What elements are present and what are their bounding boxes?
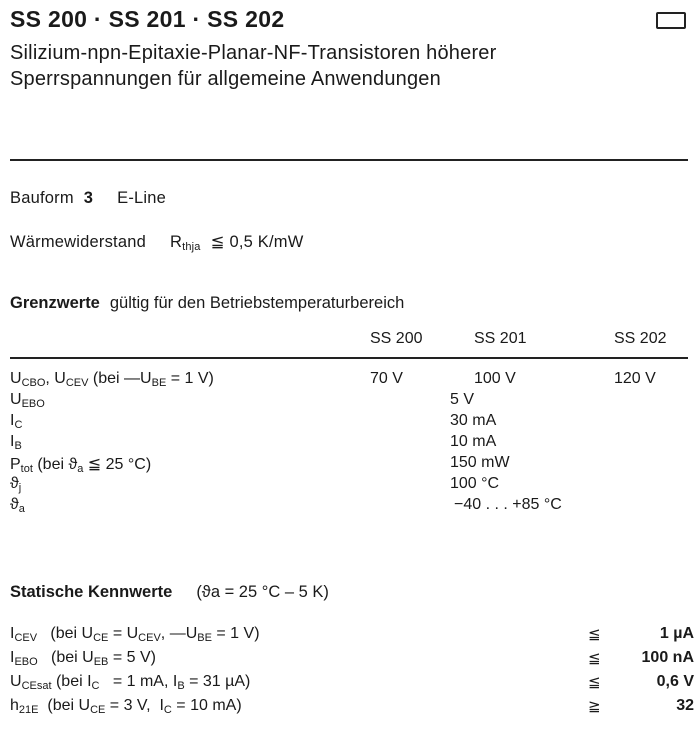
thermal-value: ≦ 0,5 K/mW <box>210 233 304 251</box>
table-row <box>10 697 694 721</box>
limit-parameter-label: $P_{tot}$ (bei $ϑ_a$ ≦ 25 °C) <box>10 456 152 475</box>
limits-heading-note: gültig für den Betriebstemperaturbereich <box>109 294 405 312</box>
table-row <box>10 433 688 454</box>
bauform-value: 3 <box>83 189 94 207</box>
static-parameter-label: $I_{EBO}$ (bei $U_{EB} = 5$ V) <box>10 649 156 668</box>
rectangle-package-icon <box>656 12 686 29</box>
title-row <box>10 6 690 33</box>
static-parameter-label: $h_{21E}$ (bei $U_{CE} = 3$ V, $I_C = 10$ mA) <box>10 697 242 716</box>
thermal-resistance-line <box>10 232 303 252</box>
limit-parameter-label: $ϑ_j$ <box>10 475 22 494</box>
table-row <box>10 475 688 496</box>
column-header-ss200: SS 200 <box>370 330 423 347</box>
limit-parameter-label: $I_C$ <box>10 412 23 431</box>
comparison-symbol: ≧ <box>588 698 601 715</box>
static-characteristics-table <box>10 625 694 721</box>
table-row <box>10 673 694 697</box>
table-row <box>10 412 688 433</box>
limit-value-ss202: 120 V <box>614 370 656 387</box>
page-title: SS 200 · SS 201 · SS 202 <box>10 6 285 32</box>
limit-value-common: 150 mW <box>450 454 510 471</box>
comparison-symbol: ≦ <box>588 626 601 643</box>
column-header-ss201: SS 201 <box>474 330 527 347</box>
table-row <box>10 454 688 475</box>
table-divider <box>10 357 688 359</box>
table-row <box>10 370 688 391</box>
static-value: 0,6 V <box>656 673 694 690</box>
thermal-symbol: $R_{thja}$ <box>169 233 201 253</box>
header-divider <box>10 159 688 161</box>
static-heading: Statische Kennwerte <box>10 583 173 601</box>
limit-parameter-label: $I_B$ <box>10 433 22 452</box>
limits-table <box>10 370 688 517</box>
bauform-note: E-Line <box>117 189 167 207</box>
limit-parameter-label: $U_{CBO}$, $U_{CEV}$ (bei $—U_{BE} = 1$ V) <box>10 370 214 389</box>
comparison-symbol: ≦ <box>588 674 601 691</box>
bauform-label: Bauform <box>10 189 74 207</box>
column-header-ss202: SS 202 <box>614 330 667 347</box>
limit-value-ss200: 70 V <box>370 370 403 387</box>
table-row <box>10 625 694 649</box>
thermal-label: Wärmewiderstand <box>10 233 146 251</box>
static-value: 32 <box>676 697 694 714</box>
limit-value-ss201: 100 V <box>474 370 516 387</box>
static-parameter-label: $U_{CEsat}$ (bei $I_C = 1$ mA, $I_B = 31$ µA) <box>10 673 251 692</box>
limit-value-common: 100 °C <box>450 475 500 492</box>
static-parameter-label: $I_{CEV}$ (bei $U_{CE} = U_{CEV}$, $—U_{BE} = 1$ V) <box>10 625 260 644</box>
limit-value-common: 30 mA <box>450 412 497 429</box>
static-heading-note: (ϑa = 25 °C – 5 K) <box>196 583 329 601</box>
table-row <box>10 391 688 412</box>
limit-value-common: 10 mA <box>450 433 497 450</box>
limit-value-common: 5 V <box>450 391 475 408</box>
static-value: 100 nA <box>641 649 694 666</box>
table-row <box>10 649 694 673</box>
table-row <box>10 496 688 517</box>
limits-heading-row <box>10 294 404 313</box>
limit-value-common: −40 . . . +85 °C <box>454 496 562 513</box>
limit-parameter-label: $ϑ_a$ <box>10 496 25 515</box>
limits-heading: Grenzwerte <box>10 294 100 312</box>
comparison-symbol: ≦ <box>588 650 601 667</box>
page-subtitle: Silizium-npn-Epitaxie-Planar-NF-Transistoren höherer Sperrspannungen für allgemeine Anwendungen <box>10 42 497 90</box>
bauform-line <box>10 189 166 208</box>
static-heading-row <box>10 583 329 602</box>
limit-parameter-label: $U_{EBO}$ <box>10 391 45 410</box>
static-value: 1 µA <box>659 625 694 642</box>
